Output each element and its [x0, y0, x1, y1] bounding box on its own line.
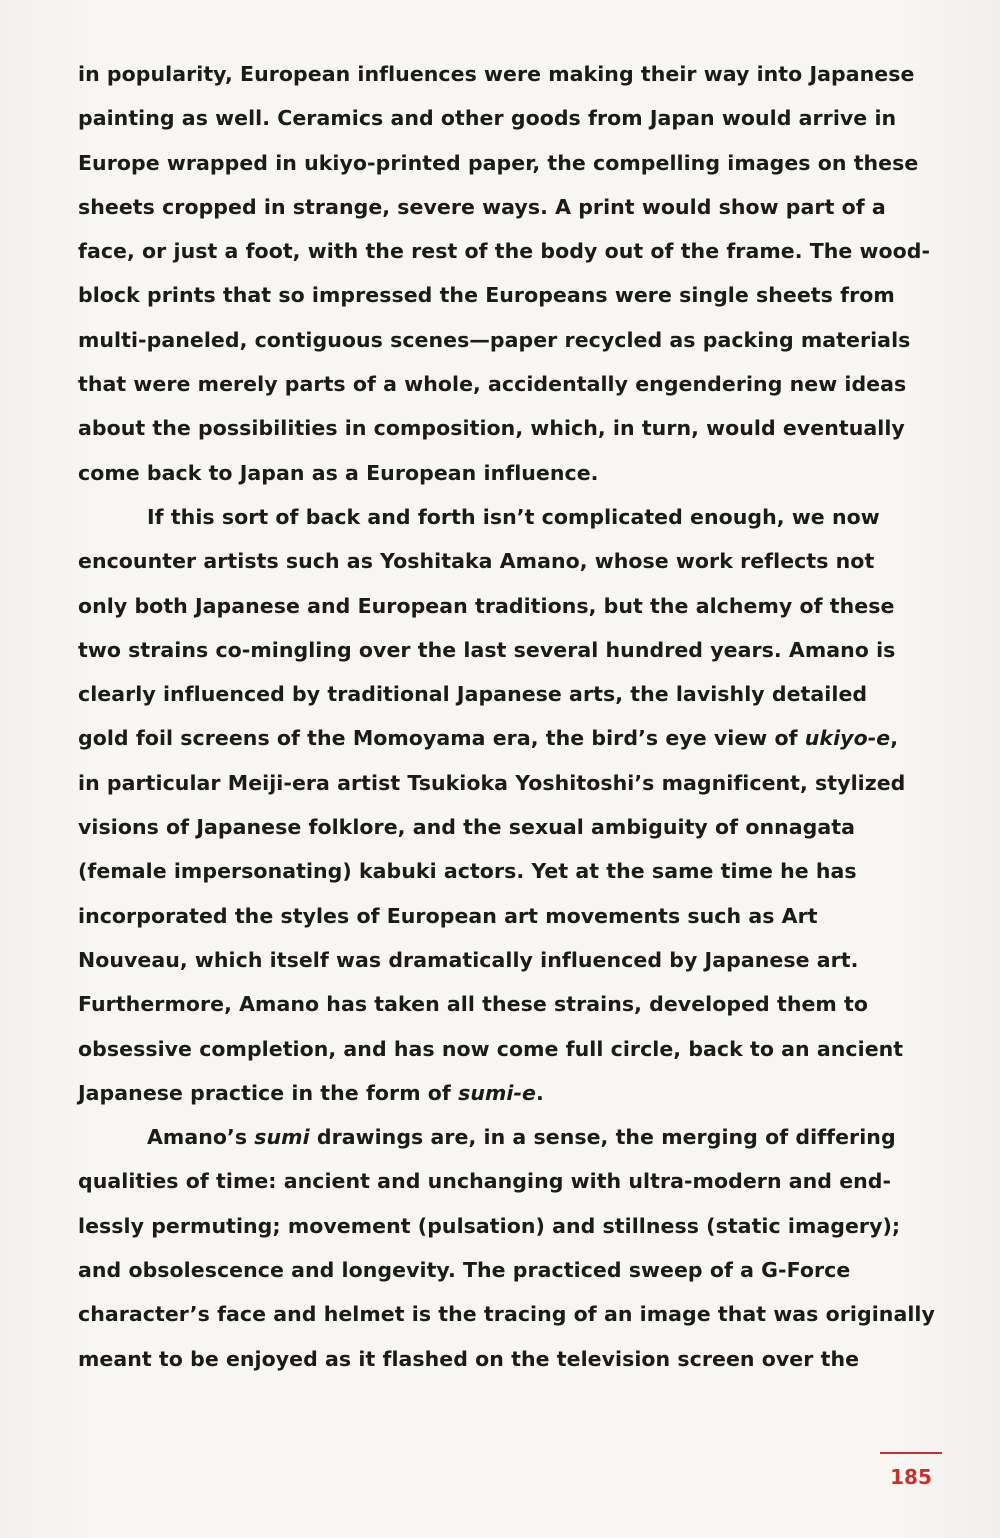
text-line: lessly permuting; movement (pulsation) and stillness (static imagery);	[78, 1213, 901, 1238]
text-line: in particular Meiji-era artist Tsukioka Yoshitoshi’s magnificent, stylized	[78, 770, 906, 795]
text-line: incorporated the styles of European art movements such as Art	[78, 903, 818, 928]
text-line: Japanese practice in the form of sumi-e.	[78, 1080, 544, 1105]
text-line: multi-paneled, contiguous scenes—paper recycled as packing materials	[78, 327, 911, 352]
text-line: clearly influenced by traditional Japanese arts, the lavishly detailed	[78, 682, 868, 707]
text-line: come back to Japan as a European influence.	[78, 460, 599, 485]
folio-rule	[880, 1452, 942, 1454]
text-line: block prints that so impressed the Europeans were single sheets from	[78, 283, 895, 308]
text-line: obsessive completion, and has now come full circle, back to an ancient	[78, 1036, 904, 1061]
page-number: 185	[890, 1465, 932, 1489]
text-line: (female impersonating) kabuki actors. Yet at the same time he has	[78, 859, 857, 884]
text-line: sheets cropped in strange, severe ways. A print would show part of a	[78, 194, 886, 219]
paragraph-first-line: Amano’s sumi drawings are, in a sense, the merging of differing	[147, 1125, 896, 1150]
text-line: meant to be enjoyed as it flashed on the television screen over the	[78, 1346, 860, 1371]
text-line: only both Japanese and European traditions, but the alchemy of these	[78, 593, 895, 618]
text-line: painting as well. Ceramics and other goods from Japan would arrive in	[78, 106, 897, 131]
text-line: Furthermore, Amano has taken all these strains, developed them to	[78, 992, 868, 1017]
italic-term: sumi	[254, 1125, 310, 1150]
text-line: that were merely parts of a whole, accidentally engendering new ideas	[78, 372, 907, 397]
text-line: Nouveau, which itself was dramatically influenced by Japanese art.	[78, 947, 859, 972]
text-line: in popularity, European influences were making their way into Japanese	[78, 62, 915, 86]
text-line: gold foil screens of the Momoyama era, the bird’s eye view of ukiyo-e,	[78, 726, 899, 751]
text-line: two strains co-mingling over the last several hundred years. Amano is	[78, 637, 896, 662]
text-line: qualities of time: ancient and unchanging with ultra-modern and end-	[78, 1169, 892, 1194]
italic-term: sumi-e	[458, 1080, 536, 1105]
italic-term: ukiyo-e	[804, 726, 891, 751]
text-line: and obsolescence and longevity. The practiced sweep of a G-Force	[78, 1258, 851, 1283]
text-line: character’s face and helmet is the tracing of an image that was originally	[78, 1302, 935, 1327]
text-line: encounter artists such as Yoshitaka Amano, whose work reflects not	[78, 549, 875, 574]
text-line: face, or just a foot, with the rest of the body out of the frame. The wood-	[78, 239, 931, 264]
body-text	[78, 56, 958, 1385]
text-line: about the possibilities in composition, which, in turn, would eventually	[78, 416, 905, 441]
text-line: Europe wrapped in ukiyo-printed paper, the compelling images on these	[78, 150, 919, 175]
paragraph-first-line: If this sort of back and forth isn’t complicated enough, we now	[147, 504, 880, 529]
text-line: visions of Japanese folklore, and the sexual ambiguity of onnagata	[78, 815, 855, 840]
